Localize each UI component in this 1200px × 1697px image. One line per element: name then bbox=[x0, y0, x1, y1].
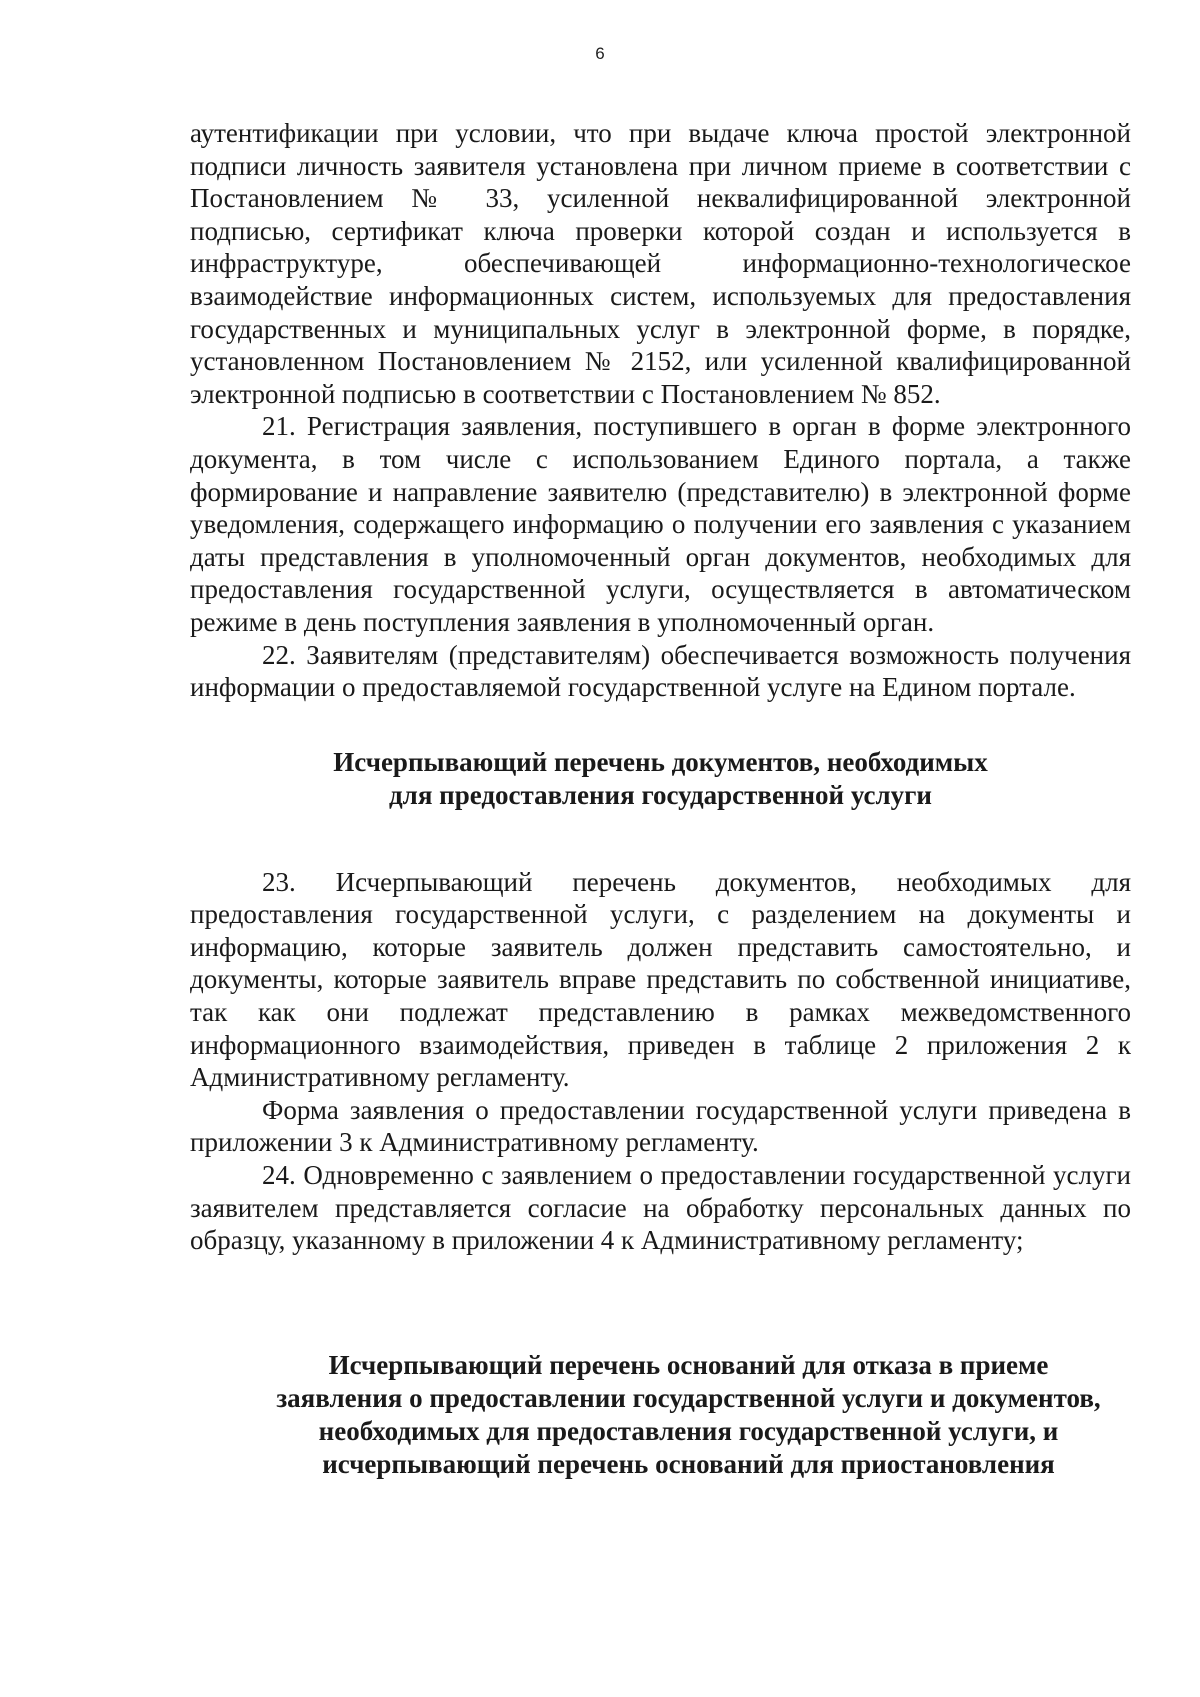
paragraph-authentication: аутентификации при условии, что при выдаче ключа простой электронной подписи личность заявителя установлена при личном приеме в соответствии с Постановлением № 33, усиленной неквалифицированной электронной подписью, сертификат ключа проверки которой создан и используется в инфраструктуре, обеспечивающей информационно-технологическое взаимодействие информационных систем, используемых для предоставления государственных и муниципальных услуг в электронной форме, в порядке, установленном Постановлением № 2152, или усиленной квалифицированной электронной подписью в соответствии с Постановлением № 852. bbox=[190, 118, 1131, 409]
paragraph-22: 22. Заявителям (представителям) обеспечивается возможность получения информации о предоставляемой государственной услуге на Едином портале. bbox=[190, 639, 1131, 703]
heading-line: исчерпывающий перечень оснований для приостановления bbox=[322, 1448, 1055, 1479]
heading-line: Исчерпывающий перечень оснований для отказа в приеме bbox=[328, 1349, 1049, 1380]
section-heading-refusal-grounds bbox=[190, 1349, 1131, 1481]
heading-line: необходимых для предоставления государственной услуги, и bbox=[318, 1415, 1059, 1446]
paragraph-24: 24. Одновременно с заявлением о предоставлении государственной услуги заявителем представляется согласие на обработку персональных данных по образцу, указанному в приложении 4 к Административному регламенту; bbox=[190, 1160, 1131, 1256]
paragraph-application-form: Форма заявления о предоставлении государственной услуги приведена в приложении 3 к Административному регламенту. bbox=[190, 1094, 1131, 1158]
section-heading-documents bbox=[190, 746, 1131, 812]
page-number: 6 bbox=[595, 44, 605, 63]
heading-line: заявления о предоставлении государственной услуги и документов, bbox=[276, 1382, 1101, 1413]
paragraph-21: 21. Регистрация заявления, поступившего в орган в форме электронного документа, в том числе с использованием Единого портала, а также формирование и направление заявителю (представителю) в электронной форме уведомления, содержащего информацию о получении его заявления с указанием даты представления в уполномоченный орган документов, необходимых для предоставления государственной услуги, осуществляется в автоматическом режиме в день поступления заявления в уполномоченный орган. bbox=[190, 411, 1131, 637]
heading-line: для предоставления государственной услуги bbox=[389, 779, 932, 810]
heading-line: Исчерпывающий перечень документов, необходимых bbox=[333, 746, 988, 777]
paragraph-23: 23. Исчерпывающий перечень документов, необходимых для предоставления государственной услуги, с разделением на документы и информацию, которые заявитель должен представить самостоятельно, и документы, которые заявитель вправе представить по собственной инициативе, так как они подлежат представлению в рамках межведомственного информационного взаимодействия, приведен в таблице 2 приложения 2 к Административному регламенту. bbox=[190, 866, 1131, 1093]
document-body bbox=[190, 117, 1131, 1481]
